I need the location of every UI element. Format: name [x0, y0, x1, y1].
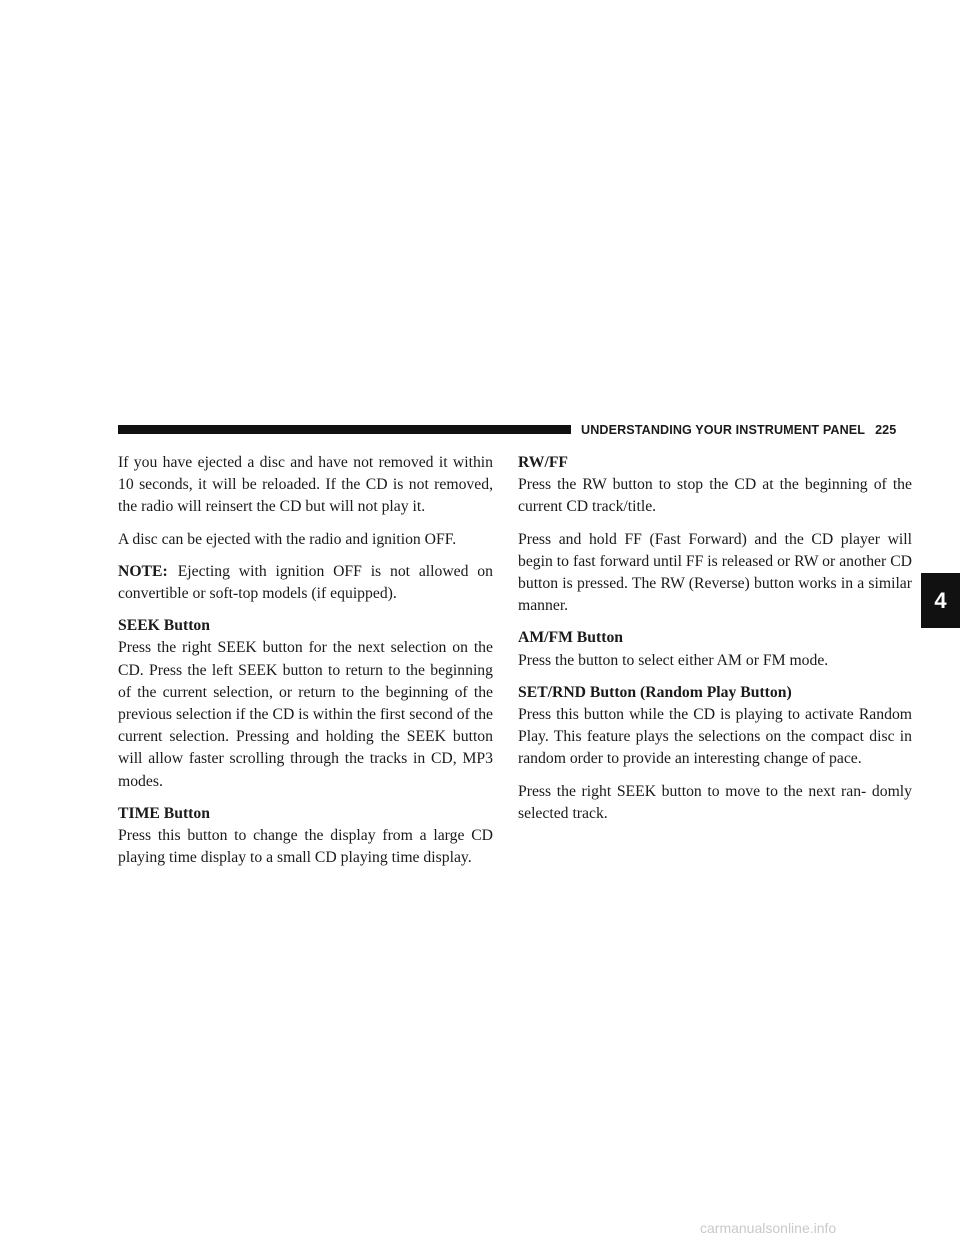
amfm-text: Press the button to select either AM or FM mode.: [518, 651, 829, 669]
amfm-section: [518, 627, 912, 671]
rwff-text: Press the RW button to stop the CD at the beginning of the current CD track/title.: [518, 476, 912, 516]
note-paragraph: [118, 561, 493, 605]
left-column: [118, 452, 493, 879]
ff-hold-paragraph: Press and hold FF (Fast Forward) and the CD player will begin to fast forward until FF is released or RW or another CD button is pressed. The RW (Reverse) button works in a similar manner.: [518, 530, 912, 615]
watermark: carmanualsonline.info: [700, 1220, 837, 1236]
note-label: NOTE:: [118, 562, 168, 580]
eject-off-paragraph: A disc can be ejected with the radio and ignition OFF.: [118, 530, 457, 548]
header-rule: [118, 425, 571, 434]
section-title: UNDERSTANDING YOUR INSTRUMENT PANEL: [581, 423, 866, 437]
time-heading: TIME Button: [118, 804, 210, 822]
page-number: 225: [875, 423, 897, 437]
setrnd-heading: SET/RND Button (Random Play Button): [518, 683, 792, 701]
eject-reload-paragraph: If you have ejected a disc and have not removed it within 10 seconds, it will be reloaded. If the CD is not removed, the radio will reinsert the CD but will not play it.: [118, 454, 493, 516]
setrnd-section: [518, 682, 912, 771]
seek-heading: SEEK Button: [118, 617, 210, 635]
right-column: [518, 452, 912, 835]
seek-section: [118, 615, 493, 793]
seek-next-paragraph: Press the right SEEK button to move to the next ran- domly selected track.: [518, 782, 912, 822]
running-header: [581, 420, 911, 440]
time-text: Press this button to change the display from a large CD playing time display to a small CD playing time display.: [118, 827, 493, 867]
amfm-heading: AM/FM Button: [518, 629, 624, 647]
note-text: Ejecting with ignition OFF is not allowed on convertible or soft-top models (if equipped).: [118, 562, 493, 603]
time-section: [118, 803, 493, 870]
chapter-tab: 4: [921, 573, 960, 628]
rwff-heading: RW/FF: [518, 454, 568, 471]
setrnd-text: Press this button while the CD is playing to activate Random Play. This feature plays the selections on the compact disc in random order to provide an interesting change of pace.: [518, 706, 912, 768]
seek-text: Press the right SEEK button for the next selection on the CD. Press the left SEEK button to return to the beginning of the current selection, or return to the beginning of the previous selection if the CD is within the first second of the current selection. Pressing and holding the SEEK button will allow faster scrolling through the tracks in CD, MP3 modes.: [118, 639, 493, 790]
rwff-section: [518, 452, 912, 519]
